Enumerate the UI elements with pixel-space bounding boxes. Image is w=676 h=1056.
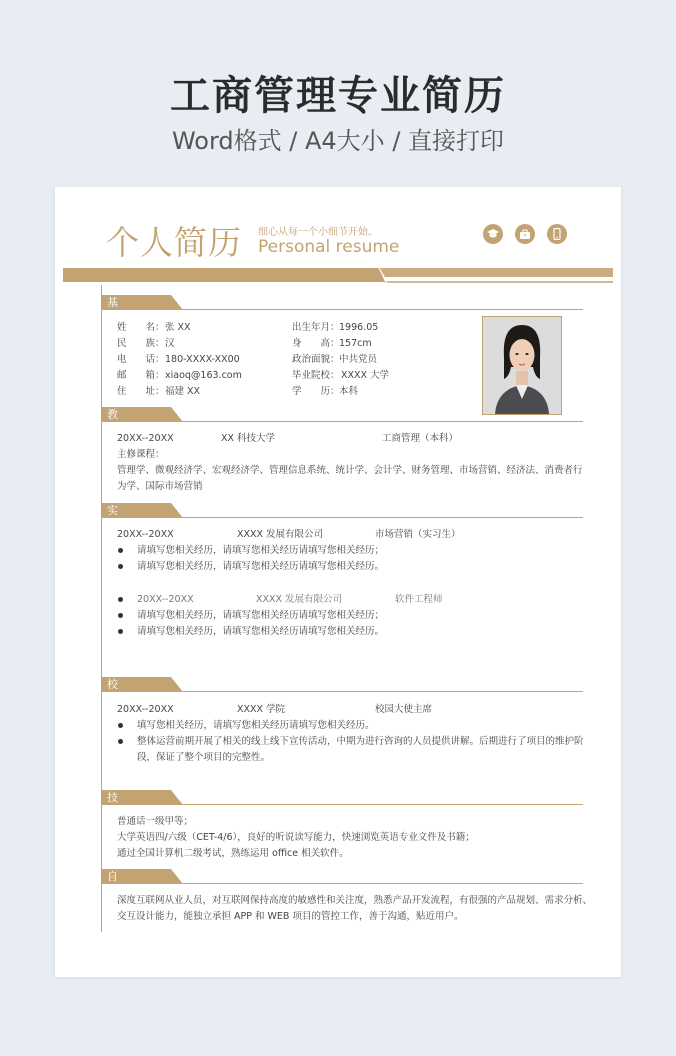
bullet <box>118 597 123 602</box>
info-name: 张 XX <box>165 322 191 333</box>
info-label: 邮 箱： <box>117 370 165 381</box>
slogan-en: Personal resume <box>258 237 400 257</box>
bullet <box>118 613 123 618</box>
job-company: XXXX 发展有限公司 <box>237 529 324 540</box>
slogan-cn: 细心从每一个小细节开始。 <box>258 227 378 238</box>
info-label: 政治面貌： <box>292 354 340 365</box>
edu-school: XX 科技大学 <box>221 433 276 444</box>
timeline-line <box>101 285 102 932</box>
self-eval-text: 交互设计能力，能独立承担 APP 和 WEB 项目的管控工作，善于沟通，贴近用户。 <box>117 911 464 922</box>
banner-subtitle: Word格式 / A4大小 / 直接打印 <box>171 127 505 155</box>
section-divider <box>153 883 583 884</box>
bullet <box>118 723 123 728</box>
info-label: 身 高： <box>292 338 340 349</box>
section-divider <box>153 517 583 518</box>
info-label: 姓 名： <box>117 322 165 333</box>
profile-photo <box>482 316 562 415</box>
campus-role: 校园大使主席 <box>375 704 433 715</box>
job-bullet: 请填写您相关经历，请填写您相关经历请填写您相关经历； <box>137 545 385 556</box>
campus-org: XXXX 学院 <box>237 704 286 715</box>
header-bar <box>63 268 613 284</box>
edu-date: 20XX--20XX <box>117 433 174 444</box>
skill-line: 通过全国计算机二级考试，熟练运用 office 相关软件。 <box>117 848 349 859</box>
edu-courses: 管理学、微观经济学、宏观经济学、管理信息系统、统计学、会计学、财务管理、市场营销、经济法、消费者行 <box>117 465 583 476</box>
section-heading: 实习经历 <box>107 504 118 562</box>
job-date: 20XX--20XX <box>117 529 174 540</box>
job-bullet: 请填写您相关经历，请填写您相关经历请填写您相关经历。 <box>137 561 385 572</box>
info-email: xiaoq@163.com <box>165 370 242 381</box>
resume-title: 个人简历 <box>106 223 242 262</box>
edu-courses: 为学、国际市场营销 <box>117 481 203 492</box>
section-divider <box>153 691 583 692</box>
phone-icon <box>547 224 567 244</box>
info-height: 157cm <box>339 338 372 349</box>
section-heading: 技能证书 <box>107 791 118 849</box>
resume-page <box>55 187 621 977</box>
info-address: 福建 XX <box>165 386 201 397</box>
bullet <box>118 548 123 553</box>
section-heading: 自我评价 <box>107 870 118 928</box>
info-school: XXXX 大学 <box>341 370 390 381</box>
info-degree: 本科 <box>339 386 359 397</box>
skill-line: 大学英语四/六级（CET-4/6），良好的听说读写能力，快速浏览英语专业文件及书籍； <box>117 832 475 843</box>
job-bullet: 请填写您相关经历，请填写您相关经历请填写您相关经历。 <box>137 626 385 637</box>
info-phone: 180-XXXX-XX00 <box>165 354 240 365</box>
section-divider <box>153 309 583 310</box>
info-label: 出生年月： <box>292 322 340 333</box>
job-date: 20XX--20XX <box>137 594 194 605</box>
info-ethnicity: 汉 <box>165 338 175 349</box>
section-heading: 教育背景 <box>107 408 118 466</box>
campus-date: 20XX--20XX <box>117 704 174 715</box>
briefcase-icon <box>515 224 535 244</box>
info-politics: 中共党员 <box>339 354 378 365</box>
info-label: 毕业院校： <box>292 370 340 381</box>
skill-line: 普通话一级甲等； <box>117 816 194 827</box>
info-birth: 1996.05 <box>339 322 379 333</box>
graduation-cap-icon <box>483 224 503 244</box>
info-label: 民 族： <box>117 338 165 349</box>
edu-courses-label: 主修课程： <box>117 449 165 460</box>
self-eval-text: 深度互联网从业人员，对互联网保持高度的敏感性和关注度，熟悉产品开发流程，有很强的产品规划、需求分析、 <box>117 895 593 906</box>
edu-major: 工商管理（本科） <box>382 433 459 444</box>
section-heading: 基本信息 <box>107 296 118 354</box>
job-role: 市场营销（实习生） <box>375 529 461 540</box>
info-label: 电 话： <box>117 354 165 365</box>
info-label: 住 址： <box>117 386 165 397</box>
campus-bullet: 填写您相关经历，请填写您相关经历请填写您相关经历。 <box>137 720 375 731</box>
section-divider <box>153 421 583 422</box>
section-divider <box>153 804 583 805</box>
bullet <box>118 629 123 634</box>
bullet <box>118 739 123 744</box>
campus-bullet: 整体运营前期开展了相关的线上线下宣传活动，中期为进行咨询的人员提供讲解。后期进行了项目的维护阶 <box>137 736 584 747</box>
banner-title: 工商管理专业简历 <box>170 73 506 119</box>
section-heading: 校园经历 <box>107 678 118 736</box>
campus-bullet: 段，保证了整个项目的完整性。 <box>137 752 271 763</box>
bullet <box>118 564 123 569</box>
info-label: 学 历： <box>292 386 340 397</box>
job-bullet: 请填写您相关经历，请填写您相关经历请填写您相关经历； <box>137 610 385 621</box>
job-role: 软件工程师 <box>395 594 443 605</box>
job-company: XXXX 发展有限公司 <box>256 594 343 605</box>
